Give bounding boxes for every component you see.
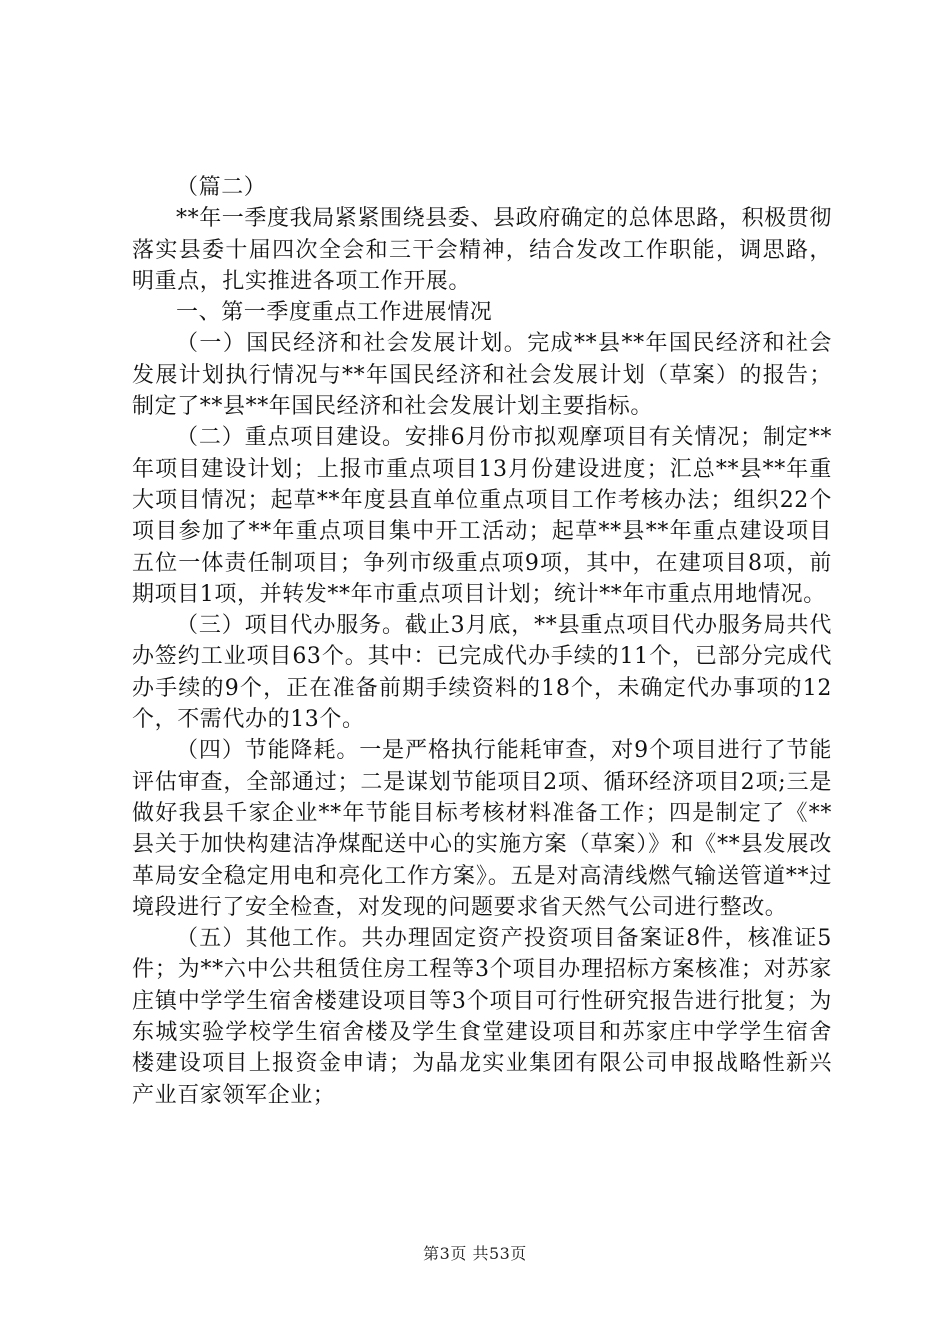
paragraph-key-projects: （二）重点项目建设。安排6月份市拟观摩项目有关情况；制定**年项目建设计划；上报市重点项目13月份建设进度；汇总**县**年重大项目情况；起草**年度县直单位重点项目工作考核办法；组织22个项目参加了**年重点项目集中开工活动；起草**县**年重点建设项目五位一体责任制项目；争列市级重点项9项，其中，在建项目8项，前期项目1项，并转发**年市重点项目计划；统计**年市重点用地情况。 bbox=[132, 425, 832, 607]
paragraph-plan: （一）国民经济和社会发展计划。完成**县**年国民经济和社会发展计划执行情况与**年国民经济和社会发展计划（草案）的报告；制定了**县**年国民经济和社会发展计划主要指标。 bbox=[132, 331, 832, 420]
section-label: （篇二） bbox=[176, 175, 267, 200]
paragraph-other-work: （五）其他工作。共办理固定资产投资项目备案证8件，核准证5件；为**六中公共租赁住房工程等3个项目办理招标方案核准；对苏家庄镇中学学生宿舍楼建设项目等3个项目可行性研究报告进行批复；为东城实验学校学生宿舍楼及学生食堂建设项目和苏家庄中学学生宿舍楼建设项目上报资金申请；为晶龙实业集团有限公司申报战略性新兴产业百家领军企业； bbox=[132, 926, 832, 1108]
document-body bbox=[132, 172, 832, 1111]
section-heading: 一、第一季度重点工作进展情况 bbox=[176, 300, 493, 326]
page-footer: 第3页 共53页 bbox=[423, 1244, 527, 1263]
paragraph-energy-saving: （四）节能降耗。一是严格执行能耗审查，对9个项目进行了节能评估审查，全部通过；二是谋划节能项目2项、循环经济项目2项;三是做好我县千家企业**年节能目标考核材料准备工作；四是制定了《**县关于加快构建洁净煤配送中心的实施方案（草案）》和《**县发展改革局安全稳定用电和亮化工作方案》。五是对高清线燃气输送管道**过境段进行了安全检查，对发现的问题要求省天然气公司进行整改。 bbox=[132, 738, 832, 920]
intro-paragraph: **年一季度我局紧紧围绕县委、县政府确定的总体思路，积极贯彻落实县委十届四次全会和三干会精神，结合发改工作职能，调思路，明重点，扎实推进各项工作开展。 bbox=[132, 206, 833, 294]
paragraph-agency-service: （三）项目代办服务。截止3月底，**县重点项目代办服务局共代办签约工业项目63个。其中：已完成代办手续的11个，已部分完成代办手续的9个，正在准备前期手续资料的18个，未确定代办事项的12个，不需代办的13个。 bbox=[132, 613, 832, 733]
